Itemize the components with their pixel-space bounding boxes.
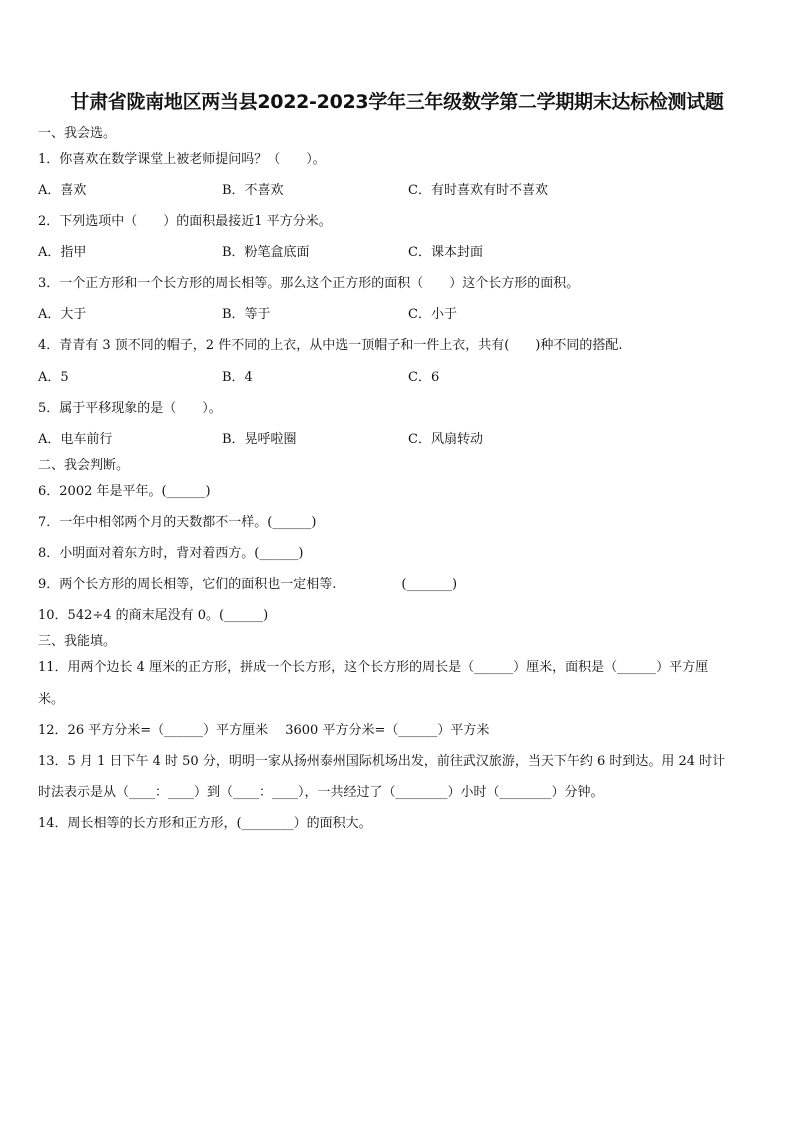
- page-title: 甘肃省陇南地区两当县2022-2023学年三年级数学第二学期期末达标检测试题: [70, 91, 724, 113]
- q4-option-b: B．4: [222, 370, 253, 385]
- q2-option-b: B．粉笔盒底面: [222, 245, 310, 260]
- q1-option-b: B．不喜欢: [222, 183, 284, 198]
- q4-option-a: A．5: [38, 370, 69, 385]
- q5-option-b: B．晃呼啦圈: [222, 432, 297, 447]
- question-9: 9．两个长方形的周长相等，它们的面积也一定相等. (_______): [38, 577, 458, 592]
- question-10: 10．542÷4 的商末尾没有 0。(______): [38, 608, 269, 623]
- section-heading-fill: 三、我能填。: [38, 634, 117, 649]
- section-heading-judge: 二、我会判断。: [38, 458, 130, 473]
- q3-option-b: B．等于: [222, 307, 271, 322]
- q1-option-a: A．喜欢: [38, 183, 87, 198]
- section-heading-choice: 一、我会选。: [38, 126, 117, 141]
- question-11-line-1: 11．用两个边长 4 厘米的正方形，拼成一个长方形，这个长方形的周长是（______）厘米，面积是（______）平方厘: [38, 660, 709, 675]
- question-6: 6．2002 年是平年。(______): [38, 484, 211, 499]
- question-11-line-2: 米。: [38, 692, 65, 707]
- q5-option-c: C．风扇转动: [408, 432, 483, 447]
- question-13-line-1: 13．5 月 1 日下午 4 时 50 分，明明一家从扬州泰州国际机场出发，前往武汉旅游，当天下午约 6 时到达。用 24 时计: [38, 754, 726, 769]
- question-7: 7．一年中相邻两个月的天数都不一样。(______): [38, 515, 317, 530]
- question-3: 3．一个正方形和一个长方形的周长相等。那么这个正方形的面积（ ）这个长方形的面积。: [38, 276, 580, 291]
- q1-option-c: C．有时喜欢有时不喜欢: [408, 183, 548, 198]
- q2-option-a: A．指甲: [38, 245, 87, 260]
- q5-option-a: A．电车前行: [38, 432, 113, 447]
- question-12: 12．26 平方分米=（______）平方厘米 3600 平方分米=（______）平方米: [38, 723, 490, 738]
- q4-option-c: C．6: [408, 370, 440, 385]
- question-13-line-2: 时法表示是从（____：____）到（____：____），一共经过了（________）小时（________）分钟。: [38, 785, 604, 800]
- question-14: 14．周长相等的长方形和正方形，(________）的面积大。: [38, 816, 372, 831]
- question-4: 4．青青有 3 顶不同的帽子，2 件不同的上衣，从中选一顶帽子和一件上衣，共有( )种不同的搭配.: [38, 338, 623, 353]
- q3-option-a: A．大于: [38, 307, 87, 322]
- question-5: 5．属于平移现象的是（ ）。: [38, 401, 222, 416]
- question-2: 2．下列选项中（ ）的面积最接近1 平方分米。: [38, 214, 332, 229]
- question-1: 1．你喜欢在数学课堂上被老师提问吗？（ ）。: [38, 152, 326, 167]
- question-8: 8．小明面对着东方时，背对着西方。(______): [38, 546, 304, 561]
- q3-option-c: C．小于: [408, 307, 457, 322]
- q2-option-c: C．课本封面: [408, 245, 483, 260]
